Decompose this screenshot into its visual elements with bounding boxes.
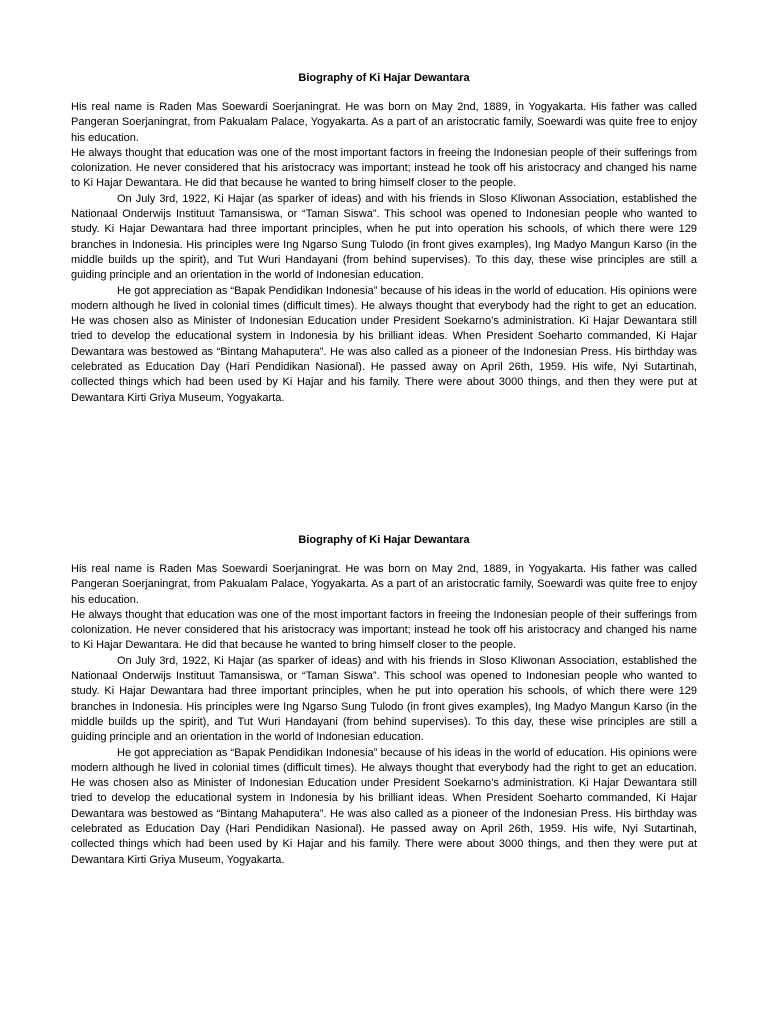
paragraph-legacy: He got appreciation as “Bapak Pendidikan Indonesia” because of his ideas in the world of education. His opinions were modern although he lived in colonial times (difficult times). He always thought that everybody had the right to get an education. He was chosen also as Minister of Indonesian Education under President Soekarno’s administration. Ki Hajar Dewantara still tried to develop the educational system in Indonesia by his brilliant ideas. When President Soeharto commanded, Ki Hajar Dewantara was bestowed as “Bintang Mahaputera”. He was also called as a pioneer of the Indonesian Press. His birthday was celebrated as Education Day (Hari Pendidikan Nasional). He passed away on April 26th, 1959. His wife, Nyi Sutartinah, collected things which had been used by Ki Hajar and his family. There were about 3000 things, and then they were put at Dewantara Kirti Griya Museum, Yogyakarta. xyxy=(71,746,697,866)
biography-section-2 xyxy=(71,533,697,868)
document-title: Biography of Ki Hajar Dewantara xyxy=(298,534,470,546)
paragraph-education-views: He always thought that education was one of the most important factors in freeing the Indonesian people of their sufferings from colonization. He never considered that his aristocracy was important; instead he took off his aristocracy and changed his name to Ki Hajar Dewantara. He did that because he wanted to bring himself closer to the people. xyxy=(71,146,697,190)
paragraph-taman-siswa: On July 3rd, 1922, Ki Hajar (as sparker of ideas) and with his friends in Sloso Kliwonan Association, established the Nationaal Onderwijs Instituut Tamansiswa, or “Taman Siswa”. This school was opened to Indonesian people who wanted to study. Ki Hajar Dewantara had three important principles, when he put into operation his schools, of which there were 129 branches in Indonesia. His principles were Ing Ngarso Sung Tulodo (in front gives examples), Ing Madyo Mangun Karso (in the middle builds up the spirit), and Tut Wuri Handayani (from behind supervises). To this day, these wise principles are still a guiding principle and an orientation in the world of Indonesian education. xyxy=(71,192,697,282)
biography-section-1 xyxy=(71,71,697,406)
paragraph-legacy: He got appreciation as “Bapak Pendidikan Indonesia” because of his ideas in the world of education. His opinions were modern although he lived in colonial times (difficult times). He always thought that everybody had the right to get an education. He was chosen also as Minister of Indonesian Education under President Soekarno’s administration. Ki Hajar Dewantara still tried to develop the educational system in Indonesia by his brilliant ideas. When President Soeharto commanded, Ki Hajar Dewantara was bestowed as “Bintang Mahaputera”. He was also called as a pioneer of the Indonesian Press. His birthday was celebrated as Education Day (Hari Pendidikan Nasional). He passed away on April 26th, 1959. His wife, Nyi Sutartinah, collected things which had been used by Ki Hajar and his family. There were about 3000 things, and then they were put at Dewantara Kirti Griya Museum, Yogyakarta. xyxy=(71,284,697,404)
document-title: Biography of Ki Hajar Dewantara xyxy=(298,72,470,84)
paragraph-taman-siswa: On July 3rd, 1922, Ki Hajar (as sparker of ideas) and with his friends in Sloso Kliwonan Association, established the Nationaal Onderwijs Instituut Tamansiswa, or “Taman Siswa”. This school was opened to Indonesian people who wanted to study. Ki Hajar Dewantara had three important principles, when he put into operation his schools, of which there were 129 branches in Indonesia. His principles were Ing Ngarso Sung Tulodo (in front gives examples), Ing Madyo Mangun Karso (in the middle builds up the spirit), and Tut Wuri Handayani (from behind supervises). To this day, these wise principles are still a guiding principle and an orientation in the world of Indonesian education. xyxy=(71,654,697,744)
paragraph-education-views: He always thought that education was one of the most important factors in freeing the Indonesian people of their sufferings from colonization. He never considered that his aristocracy was important; instead he took off his aristocracy and changed his name to Ki Hajar Dewantara. He did that because he wanted to bring himself closer to the people. xyxy=(71,608,697,652)
paragraph-birth: His real name is Raden Mas Soewardi Soerjaningrat. He was born on May 2nd, 1889, in Yogyakarta. His father was called Pangeran Soerjaningrat, from Pakualam Palace, Yogyakarta. As a part of an aristocratic family, Soewardi was quite free to enjoy his education. xyxy=(71,101,697,144)
paragraph-birth: His real name is Raden Mas Soewardi Soerjaningrat. He was born on May 2nd, 1889, in Yogyakarta. His father was called Pangeran Soerjaningrat, from Pakualam Palace, Yogyakarta. As a part of an aristocratic family, Soewardi was quite free to enjoy his education. xyxy=(71,563,697,606)
